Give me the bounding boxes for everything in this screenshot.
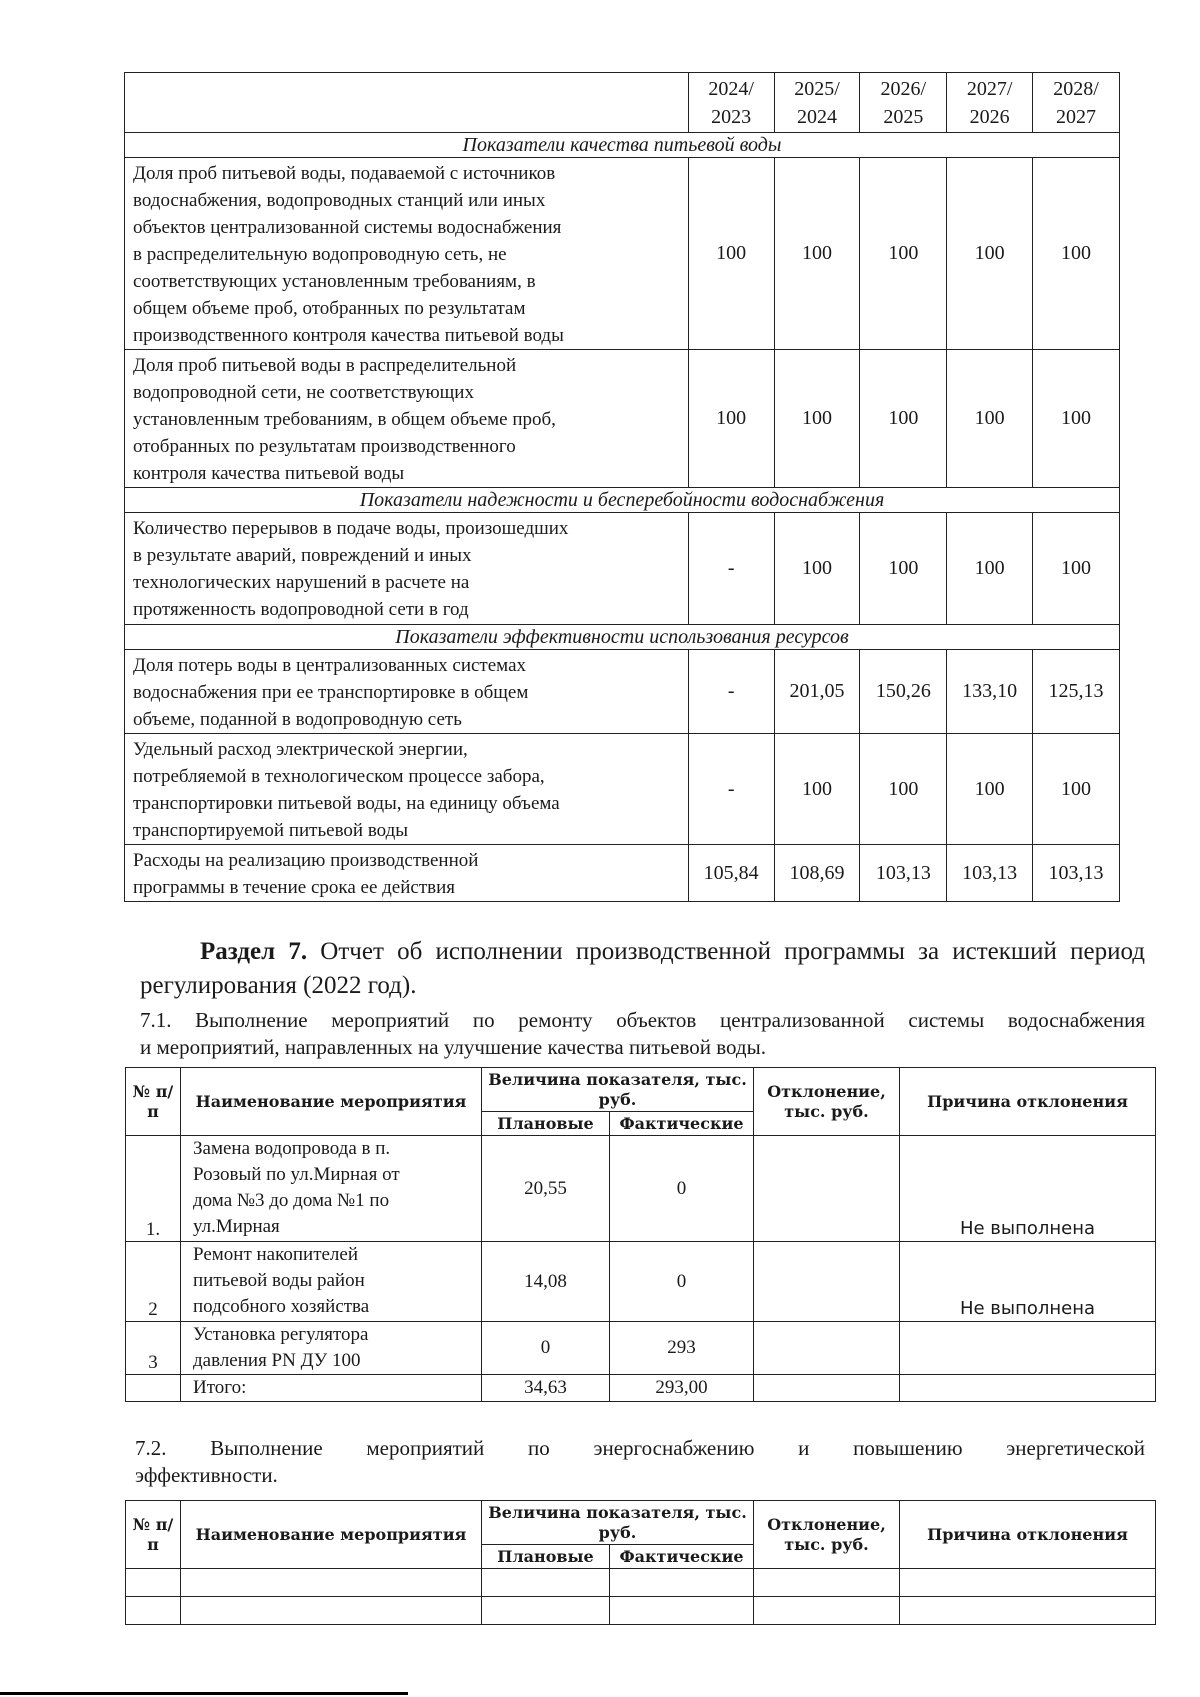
table-row [126, 1242, 1156, 1322]
indicator-value: 133,10 [947, 650, 1033, 734]
indicator-value: 201,05 [774, 650, 860, 734]
planned-value: 20,55 [482, 1136, 610, 1242]
measure-name: Замена водопровода в п. Розовый по ул.Мирная от дома №3 до дома №1 по ул.Мирная [181, 1136, 482, 1242]
indicator-row [125, 734, 1120, 845]
indicator-value: 100 [860, 350, 947, 488]
year-header: 2026/ 2025 [860, 73, 947, 133]
subsection-7-1-line2: и мероприятий, направленных на улучшение качества питьевой воды. [140, 1035, 766, 1059]
col-header-value: Величина показателя, тыс. руб. [482, 1068, 754, 1112]
subsection-7-2 [135, 1435, 1145, 1489]
section7-title-line2: регулирования (2022 год). [140, 972, 417, 999]
col-header-actual: Фактические [610, 1545, 754, 1569]
empty-header-cell [125, 73, 689, 133]
indicator-row [125, 158, 1120, 350]
indicator-value: 100 [860, 158, 947, 350]
section-header-quality: Показатели качества питьевой воды [125, 133, 1120, 158]
indicator-row [125, 513, 1120, 625]
year-header: 2027/ 2026 [947, 73, 1033, 133]
total-label: Итого: [181, 1375, 482, 1402]
indicator-description: Расходы на реализацию производственной программы в течение срока ее действия [125, 845, 689, 902]
indicator-value: 100 [688, 350, 774, 488]
indicator-description: Доля потерь воды в централизованных системах водоснабжения при ее транспортировке в общем объеме, поданной в водопроводную сеть [125, 650, 689, 734]
indicator-value: 100 [947, 158, 1033, 350]
indicator-value: 100 [1033, 513, 1120, 625]
deviation-reason: Не выполнена [900, 1136, 1156, 1242]
indicator-value: 100 [1033, 734, 1120, 845]
col-header-value: Величина показателя, тыс. руб. [482, 1501, 754, 1545]
total-actual: 293,00 [610, 1375, 754, 1402]
section-header-efficiency: Показатели эффективности использования ресурсов [125, 625, 1120, 650]
actual-value: 0 [610, 1242, 754, 1322]
subsection-7-1-line1: 7.1. Выполнение мероприятий по ремонту объектов централизованной системы водоснабжения [140, 1008, 1145, 1032]
indicator-value: 103,13 [1033, 845, 1120, 902]
indicator-value: 108,69 [774, 845, 860, 902]
indicator-value: 100 [774, 158, 860, 350]
indicator-value: 100 [860, 734, 947, 845]
col-header-deviation: Отклонение, тыс. руб. [754, 1068, 900, 1136]
indicator-value: 150,26 [860, 650, 947, 734]
deviation-reason [900, 1322, 1156, 1375]
indicator-value: 100 [947, 350, 1033, 488]
col-header-planned: Плановые [482, 1112, 610, 1136]
col-header-num: № п/п [126, 1501, 181, 1569]
total-planned: 34,63 [482, 1375, 610, 1402]
col-header-deviation: Отклонение, тыс. руб. [754, 1501, 900, 1569]
indicator-row [125, 650, 1120, 734]
indicator-value: 100 [860, 513, 947, 625]
year-header: 2024/ 2023 [688, 73, 774, 133]
table-row [126, 1569, 1156, 1597]
year-header: 2028/ 2027 [1033, 73, 1120, 133]
deviation-value [754, 1136, 900, 1242]
row-num: 2 [126, 1242, 181, 1322]
indicator-value: 100 [1033, 350, 1120, 488]
col-header-actual: Фактические [610, 1112, 754, 1136]
total-num-cell [126, 1375, 181, 1402]
planned-value: 14,08 [482, 1242, 610, 1322]
col-header-name: Наименование мероприятия [181, 1068, 482, 1136]
measure-name: Установка регулятора давления PN ДУ 100 [181, 1322, 482, 1375]
col-header-planned: Плановые [482, 1545, 610, 1569]
indicator-value: - [688, 650, 774, 734]
page-edge-line [0, 1692, 408, 1695]
planned-value: 0 [482, 1322, 610, 1375]
indicator-value: - [688, 734, 774, 845]
indicator-value: 105,84 [688, 845, 774, 902]
col-header-name: Наименование мероприятия [181, 1501, 482, 1569]
row-num: 3 [126, 1322, 181, 1375]
indicator-description: Доля проб питьевой воды в распределительной водопроводной сети, не соответствующих установленным требованиям, в общем объеме проб, отобранных по результатам производственного контроля качества питьевой воды [125, 350, 689, 488]
indicator-value: 100 [774, 734, 860, 845]
section7-label: Раздел 7. [200, 938, 308, 965]
measures-table [125, 1067, 1156, 1402]
indicator-value: 100 [774, 350, 860, 488]
actual-value: 0 [610, 1136, 754, 1242]
subsection-7-2-line1: 7.2. Выполнение мероприятий по энергоснабжению и повышению энергетической [135, 1436, 1145, 1460]
row-num: 1. [126, 1136, 181, 1242]
indicator-description: Доля проб питьевой воды, подаваемой с источников водоснабжения, водопроводных станций или иных объектов централизованной системы водоснабжения в распределительную водопроводную сеть, не соответствующих установленным требованиям, в общем объеме проб, отобранных по результатам производственного контроля качества питьевой воды [125, 158, 689, 350]
deviation-value [754, 1242, 900, 1322]
indicator-value: 103,13 [947, 845, 1033, 902]
actual-value: 293 [610, 1322, 754, 1375]
year-header: 2025/ 2024 [774, 73, 860, 133]
indicator-value: 103,13 [860, 845, 947, 902]
total-row [126, 1375, 1156, 1402]
table-row [126, 1322, 1156, 1375]
indicator-value: 125,13 [1033, 650, 1120, 734]
indicator-row [125, 350, 1120, 488]
indicators-table [124, 72, 1120, 902]
col-header-num: № п/п [126, 1068, 181, 1136]
col-header-reason: Причина отклонения [900, 1068, 1156, 1136]
indicator-row [125, 845, 1120, 902]
indicator-value: - [688, 513, 774, 625]
indicator-description: Количество перерывов в подаче воды, произошедших в результате аварий, повреждений и иных технологических нарушений в расчете на протяженность водопроводной сети в год [125, 513, 689, 625]
deviation-value [754, 1322, 900, 1375]
measure-name: Ремонт накопителей питьевой воды район подсобного хозяйства [181, 1242, 482, 1322]
section7-title-line1: Отчет об исполнении производственной программы за истекший период [307, 938, 1145, 965]
indicator-value: 100 [947, 513, 1033, 625]
table-row [126, 1597, 1156, 1625]
section-header-reliability: Показатели надежности и бесперебойности водоснабжения [125, 488, 1120, 513]
table-row [126, 1136, 1156, 1242]
total-reason [900, 1375, 1156, 1402]
energy-measures-table [125, 1500, 1156, 1625]
col-header-reason: Причина отклонения [900, 1501, 1156, 1569]
indicator-value: 100 [1033, 158, 1120, 350]
indicator-value: 100 [947, 734, 1033, 845]
indicator-description: Удельный расход электрической энергии, потребляемой в технологическом процессе забора, транспортировки питьевой воды, на единицу объема транспортируемой питьевой воды [125, 734, 689, 845]
subsection-7-2-line2: эффективности. [135, 1463, 278, 1487]
section7-heading [140, 935, 1145, 1003]
total-deviation [754, 1375, 900, 1402]
years-header-row [125, 73, 1120, 133]
subsection-7-1 [140, 1007, 1145, 1061]
deviation-reason: Не выполнена [900, 1242, 1156, 1322]
indicator-value: 100 [688, 158, 774, 350]
indicator-value: 100 [774, 513, 860, 625]
